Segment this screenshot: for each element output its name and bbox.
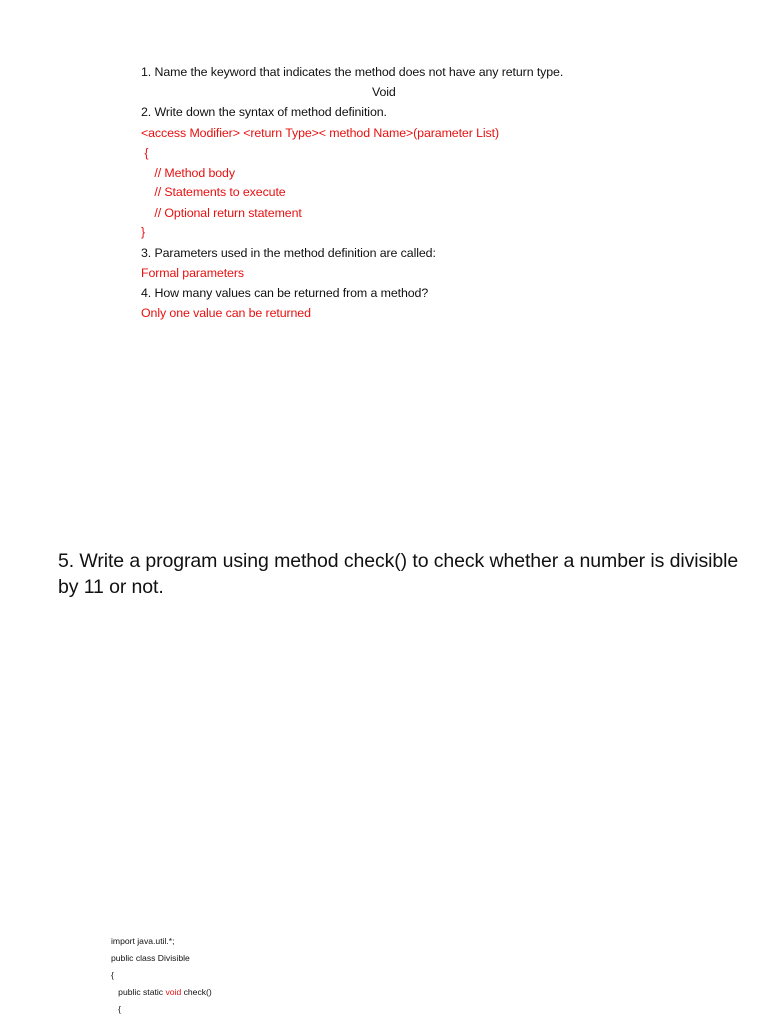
code-line-4: [111, 986, 212, 998]
code-line-4-suffix: check(): [181, 987, 212, 997]
answer-1: Void: [372, 85, 396, 99]
code-line-3: {: [111, 970, 114, 980]
question-2: 2. Write down the syntax of method definition.: [141, 105, 387, 119]
answer-2-method-body: // Method body: [141, 166, 235, 180]
answer-2-return: // Optional return statement: [141, 206, 302, 220]
question-1: 1. Name the keyword that indicates the method does not have any return type.: [141, 65, 564, 79]
answer-2-open-brace: {: [141, 146, 149, 160]
answer-2-syntax: <access Modifier> <return Type>< method Name>(parameter List): [141, 126, 499, 140]
code-line-5: {: [111, 1004, 122, 1014]
code-void-keyword: void: [165, 987, 182, 997]
code-line-4-prefix: public static: [111, 987, 166, 997]
question-5: 5. Write a program using method check() to check whether a number is divisible by 11 or not.: [58, 550, 739, 598]
answer-2-close-brace: }: [141, 225, 146, 239]
answer-3: Formal parameters: [141, 266, 244, 280]
code-line-1: import java.util.*;: [111, 936, 175, 946]
question-3: 3. Parameters used in the method definition are called:: [141, 246, 436, 260]
question-4: 4. How many values can be returned from a method?: [141, 286, 429, 300]
answer-2-statements: // Statements to execute: [141, 185, 286, 199]
answer-4: Only one value can be returned: [141, 306, 311, 320]
code-line-2: public class Divisible: [111, 953, 190, 963]
